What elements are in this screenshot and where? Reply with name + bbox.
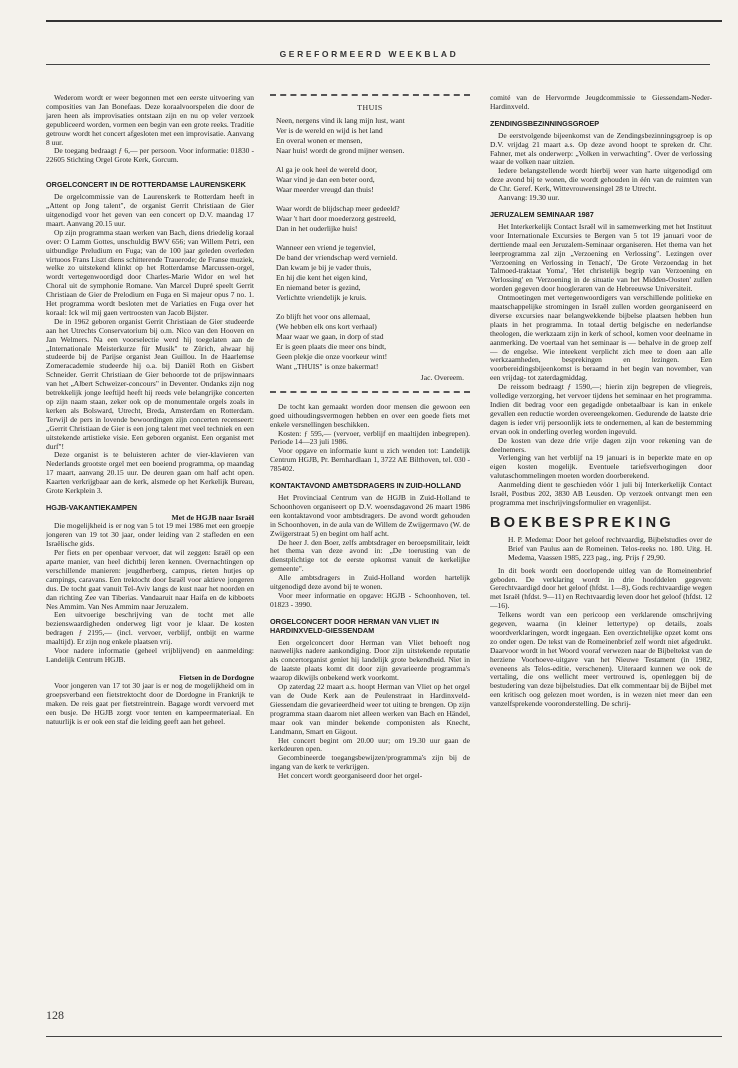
article-heading: ORGELCONCERT DOOR HERMAN VAN VLIET IN HARDINXVELD-GIESSENDAM [270,616,439,635]
bottom-rule [46,1036,722,1037]
article-paragraph: De in 1962 geboren organist Gerrit Christiaan de Gier studeerde aan het Utrechts Conservatorium bij o.m. Nico van den Hooven en Jan Welmers. Na een voorselectie werd hij toegelaten aan de „Internationale Meisterkurze für Musik" te Zürich, alwaar hij studeerde bij de Parijse organist Jean Guillou. In de Haarlemse Zomeracademie studeerde hij o.a. bij Daniël Roth en Gisbert Schneider. Gerrit Christiaan de Gier behoorde tot de prijswinnaars van het „Albert Schweizer-concours" in Deventer. Ondanks zijn nog betrekkelijk jonge leeftijd heeft hij reeds vele belangrijke concerten op zijn naam staan, zeker ook op de monumentale orgels zoals in kerken als Bolsward, Utrecht, Breda, Amsterdam en Rotterdam. Terwijl de pers in lovende bewoordingen zijn concerten recenseert: „Gerrit Christiaan de Gier is een jong talent met veel techniek en een uitstekende artistieke visie. Een geboren organist. Een organist met durf"! [46,316,254,451]
article-paragraph: Voor opgave en informatie kunt u zich wenden tot: Landelijk Centrum HGJB, Pr. Bernhardlaan 1, 3722 AE Bilthoven, tel. 030 - 785402. [270,446,470,474]
article-heading: JERUZALEM SEMINAAR 1987 [490,209,594,219]
article-paragraph: Per fiets en per openbaar vervoer, dat wil zeggen: Israël op een aparte manier, van heel dichtbij leren kennen. Overnachtingen op verschillende manieren: jeugdherberg, campus, rieten hutjes op campings, caravans. Een trektocht door Israël voor aktieve jongeren dus. De tocht gaat vanuit Tel-Aviv langs de kust naar het noorden en dan richting Zee van Tiberias. Vandaaruit naar Haifa en de kibboets Nes Ammim. Van Nes Ammim naar Jeruzalem. [46,548,254,611]
poem-stanza [276,165,464,195]
article-paragraph: De reissom bedraagt ƒ 1590,—; hierin zijn begrepen de vliegreis, volledige verzorging, het vervoer tijdens het seminaar en het programma. Indien dit bedrag voor een gegadigde onbetaalbaar is kan in enkele gevallen een reductie worden overeengekomen. Gedurende de laatste drie dagen is ieder vrij persoonlijk iets te ondernemen, al kan de bestemming ervan ook in onderling overleg worden ingevuld. [490,382,712,436]
poem-line: Al ga je ook heel de wereld door, [276,164,377,174]
article-paragraph: In dit boek wordt een doorlopende uitleg van de Romeinenbrief geboden. De verklaring wordt in drie hoofddelen gegeven: Gerechtvaardigd door het geloof (hfdst. 1—8), Gods rechtvaardige wegen met Israël (hfdst. 9—11) en Rechtvaardig leven door het geloof (hfdst. 12—16). [490,565,712,611]
article-paragraph: Kosten: ƒ 595,— (vervoer, verblijf en maaltijden inbegrepen). Periode 14—23 juli 1986. [270,428,470,447]
article-paragraph: Aanvang: 19.30 uur. [498,193,560,203]
article-paragraph: Voor jongeren van 17 tot 30 jaar is er nog de mogelijkheid om in groepsverband een fietstrektocht door de Dordogne in Frankrijk te maken. De reis gaat per fietstreintrein. Bagage wordt vervoerd met een busje. De HGJB zorgt voor tenten en kampeermateriaal. En natuurlijk is er ook een staf die leiding geeft aan het geheel. [46,681,254,726]
poem-line: Geen plekje die onze voorkeur wint! [276,351,388,361]
article-paragraph: De orgelcommissie van de Laurenskerk te Rotterdam heeft in „Attent op Jong talent", de organist Gerrit Christiaan de Gier uitgenodigd voor het geven van een concert op D.V. maandag 17 maart. Aanvang 20.15 uur. [46,192,254,228]
poem-line: Waar vind je dan een beter oord, [276,174,375,184]
article-paragraph: Het Interkerkelijk Contact Israël wil in samenwerking met het Instituut voor Internationale Excursies te Bergen van 5 tot 19 januari voor de derttiende maal een Jeruzalem-Seminaar organiseren. Het thema van het leerprogramma zal zijn „Verzoening en Verlossing". Lezingen over 'Verzoening en Verlossing in Tenach', 'De Grote Verzoendag in het Talmoed-traktaat Yoma', 'Het christelijk begrip van Verzoening en Verlossing' en 'Verzoening in de situatie van het Midden-Oosten' zullen worden gegeven door hoogleraren van de Hebreeuwse Universiteit. [490,221,712,294]
article-paragraph: Het concert begint om 20.00 uur; om 19.30 uur gaan de kerkdeuren open. [270,735,470,754]
article-paragraph: Op zijn programma staan werken van Bach, diens driedelig koraal over: O Lamm Gottes, unschuldig BWV 656; van Willem Petri, een uitbundige Preludium en Fuga; van de 100 jaar geleden overleden virtuoos Frans Liszt diens schitterende Trauerode; de Franse muziek, welke zo uitstekend klinkt op het Rotterdamse Marcussen-orgel, wordt vertegenwoordigd door Charles-Marie Widor en wel het Choral uit de symphonie Romane. Van Marcel Dupré speelt Gerrit Christiaan de Gier de Prelodium en Fuga en Si majeur opus 7 no. 1. Het programma wordt besloten met de Variaties en Fuga over het koraal: Ick wil mij gaen vertroosten van Jacob Bijster. [46,227,254,317]
article-paragraph: Aanmelding dient te geschieden vóór 1 juli bij Interkerkelijk Contact Israël, Postbus 202, 3830 AB Leusden. Op verzoek ontvangt men een programma met inschrijvingsformulier en vragenlijst. [490,480,712,507]
page-number: 128 [46,1008,64,1022]
poem-author: Jac. Overeem. [420,372,464,382]
book-reference: H. P. Medema: Door het geloof rechtvaardig, Bijbelstudies over de Brief van Paulus aan de Romeinen. Telos-reeks no. 180. Uitg. H. Medema, Vaassen 1985, 223 pag., ing. Prijs ƒ 29,90. [508,534,712,562]
poem-line: Wanneer een vriend je tegenviel, [276,242,376,252]
article-paragraph: De tocht kan gemaakt worden door mensen die gewoon een goed uithoudingsvermogen hebben en over een goede fiets met enkele versnellingen beschikken. [270,401,470,429]
poem-box [270,94,470,393]
article-paragraph: Voor nadere informatie (geheel vrijblijvend) en aanmelding: Landelijk Centrum HGJB. [46,646,254,664]
article-subheading: Fietsen in de Dordogne [179,672,254,682]
poem-line: Naar huis! wordt de grond mijner wensen. [276,145,405,155]
article-paragraph: De eerstvolgende bijeenkomst van de Zendingsbezinningsgroep is op D.V. vrijdag 21 maart a.s. Op deze avond hoopt te spreken dr. Chr. Fahner, met als onderwerp: „Volken in verwachting". Over de verlossing waar de volken naar uitzien. [490,130,712,167]
article-heading: ORGELCONCERT IN DE ROTTERDAMSE LAURENSKERK [46,180,246,190]
article-paragraph: Voor meer informatie en opgave: HGJB - Schoonhoven, tel. 01823 - 3990. [270,590,470,609]
article-heading: ZENDINGSBEZINNINGSGROEP [490,118,600,128]
poem-line: En niemand beter is gezind, [276,282,361,292]
column-3 [490,94,712,999]
article-paragraph: Het concert wordt georganiseerd door het orgel- [278,771,423,781]
intro-paragraph: De toegang bedraagt ƒ 6,— per persoon. Voor informatie: 01830 - 22605 Stichting Orgel Grote Kerk, Gorcum. [46,146,254,165]
poem-line: Dan in het ouderlijke huis! [276,223,358,233]
poem-line: En overal wonen er mensen, [276,135,363,145]
poem-line: Dan kwam je bij je vader thuis, [276,262,372,272]
article-paragraph: Die mogelijkheid is er nog van 5 tot 19 mei 1986 met een groepje jongeren van 19 tot 30 jaar, onder leiding van 2 stafleden en een Israëlische gids. [46,521,254,549]
poem-stanza [276,312,464,372]
article-paragraph: De heer J. den Boer, zelfs ambtsdrager en beroepsmilitair, leidt het thema van deze avond in: „De toerusting van de dienstplichtige tot de eerste opkomst vanuit de kerkelijke gemeente". [270,537,470,574]
article-paragraph: Op zaterdag 22 maart a.s. hoopt Herman van Vliet op het orgel van de Oude Kerk aan de Peulenstraat in Hardinxveld-Giessendam die gevarieerdheid weer tot uiting te brengen. Op zijn programma staan daarom niet alleen werken van Bach en Händel, maar ook van minder bekende componisten als Knecht, Landmann, Smart en Gigout. [270,682,470,736]
poem-stanza [276,243,464,303]
top-rule [46,20,722,22]
poem-line: Verlichtte vriendelijk je kruis. [276,292,367,302]
poem-line: Waar 't hart door moederzorg gestreeld, [276,213,396,223]
book-review-heading: BOEKBESPREKING [490,514,674,531]
article-paragraph: Een orgelconcert door Herman van Vliet behoeft nog nauwelijks nadere aankondiging. Door zijn uitstekende reputatie als concertorganist geniet hij landelijk grote bekendheid. Niet in de laatste plaats komt dit door zijn gevarieerde programma's waarop dikwijls onbekend werk voorkomt. [270,637,470,683]
article-paragraph: Verlenging van het verblijf na 19 januari is in beperkte mate en op eigen kosten mogelijk. Eventuele tariefsverhogingen door valutaschommelingen moeten worden doorberekend. [490,453,712,481]
poem-line: Ver is de wereld en wijd is het land [276,125,383,135]
poem-line: Er is geen plaats die meer ons bindt, [276,341,387,351]
article-heading: HGJB-VAKANTIEKAMPEN [46,502,138,512]
article-paragraph: Gecombineerde toegangsbewijzen/programma's zijn bij de ingang van de kerk te verkrijgen. [270,753,470,772]
column-1 [46,94,254,999]
poem-line: (We hebben elk ons kort verhaal) [276,321,377,331]
page-header: GEREFORMEERD WEEKBLAD [279,49,459,59]
article-paragraph: Telkens wordt van een pericoop een verklarende omschrijving gegeven, waarna (in kleiner lettertype) op details, zoals woordverklaringen, wordt ingegaan. Een overzichtelijke opzet komt ons zo onder ogen. De tekst van de Romeinenbrief zelf wordt niet afgedrukt. Daarvoor wordt in het Woord vooraf verwezen naar de Bijbeltekst van de herziene Voorhoeve-uitgave van het Nieuwe Testament (in 1982, eveneens als Telos-editie, verschenen). Uiteraard kunnen we ook de vertaling, die ons wellicht meer vertrouwd is, openleggen bij de bestudering van deze bijbelstudies. Dat elk commentaar bij de Bijbel met een kritisch oog gelezen moet worden, is in wezen niet meer dan een vanzelfsprekende vooronderstelling. De schrij- [490,610,712,709]
poem-line: Maar waar we gaan, in dorp of stad [276,331,384,341]
poem-line: De band der vriendschap werd vernield. [276,252,398,262]
poem-line: Zo blijft het voor ons allemaal, [276,311,371,321]
column-2 [270,94,470,999]
poem-stanza [276,204,464,234]
poem-line: Want „THUIS" is onze bakermat! [276,361,379,371]
article-subheading: Met de HGJB naar Israël [171,512,254,522]
poem-title: THUIS [357,103,383,112]
article-paragraph: Ontmoetingen met vertegenwoordigers van verschillende politieke en maatschappelijke stromingen in Israël zullen worden georganiseerd en diverse excursies naar belangwekkende bijbelse plaatsen hebben hun plaats in het programma. In totaal dertig belgische en nederlandse theologen, die werkzaam zijn in kerk of school, komen voor deelname in aanmerking. De voertaal van het seminaar is — behalve in de groep zelf — de engelse. Wie inteekent verplicht zich mee te doen aan alle werkzaamheden, besprekingen en lezingen. Een voorbereidingsbijeenkomst is beraamd in het begin van november, van een vrijdag- tot zaterdagmiddag. [490,293,712,383]
article-paragraph: Het Provinciaal Centrum van de HGJB in Zuid-Holland te Schoonhoven organiseert op D.V. woensdagavond 26 maart 1986 een kontaktavond voor ambtsdragers. De avond wordt gehouden in Schoonhoven, in de aula van de Willem de Zwijgermavo (W. de Zwijgerstraat 5) en begint om half acht. [270,492,470,538]
article-paragraph: Iedere belangstellende wordt hierbij weer van harte uitgenodigd om deze avond bij te wonen, die wordt gehouden in één van de ruimten van de Chr. Geref. Kerk, Wittevrouwensingel 28 te Utrecht. [490,166,712,194]
poem-line: Waar wordt de blijdschap meer gedeeld? [276,203,400,213]
poem-line: En hij die kent het eigen kind, [276,272,368,282]
poem-stanza [276,116,464,156]
intro-paragraph: Wederom wordt er weer begonnen met een eerste uitvoering van composities van Jan Bonefaas. Deze koraalvoorspelen die door de jaren heen als improvisaties ontstaan zijn en nu op veler verzoek gepubliceerd worden, vormen een begin van een grote reeks. Traditie getrouw wordt het concert afgesloten met een improvisatie. Aanvang 8 uur. [46,94,254,147]
poem-line: Waar meerder vreugd dan thuis! [276,184,374,194]
article-paragraph: Deze organist is te beluisteren achter de vier-klavieren van Nederlands grootste orgel met een boeiend programma, op maandag 17 maart, aanvang 20.15 uur. De deuren gaan om half acht open. Kaarten verkrijgbaar aan de kerk, alsmede op het Kerkelijk Bureau, Grote Kerkplein 3. [46,450,254,496]
article-paragraph: De kosten van deze drie vrije dagen zijn voor rekening van de deelnemers. [490,435,712,454]
poem-line: Neen, nergens vind ik lang mijn lust, want [276,115,405,125]
article-heading: KONTAKTAVOND AMBTSDRAGERS IN ZUID-HOLLAND [270,481,462,491]
article-paragraph: comité van de Hervormde Jeugdcommissie te Giessendam-Neder-Hardinxveld. [490,94,712,111]
article-paragraph: Alle ambtsdragers in Zuid-Holland worden hartelijk uitgenodigd deze avond bij te wonen. [270,573,470,592]
article-paragraph: Een uitvoerige beschrijving van de tocht met alle bezienswaardigheden onderweg ligt voor je klaar. De kosten bedragen ƒ 2195,— (incl. vervoer, verblijf, ontbijt en warme maaltijd). Er zijn nog enkele plaatsen vrij. [46,610,254,647]
header-rule [46,64,710,65]
